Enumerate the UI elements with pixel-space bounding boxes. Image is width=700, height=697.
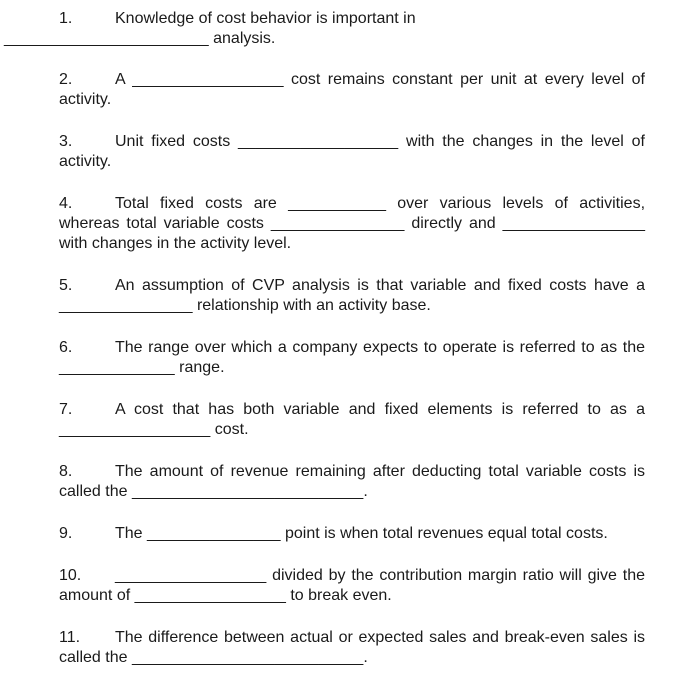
question-5 [59, 276, 645, 316]
question-number: 3. [59, 133, 73, 150]
question-text: . [363, 649, 368, 666]
answer-blank[interactable]: _______________________ [4, 30, 209, 47]
question-text: directly and [411, 215, 496, 232]
question-4 [59, 194, 645, 254]
question-text: divided by the contribution margin ratio will give the amount of [59, 567, 645, 604]
question-text: cost remains constant per unit at every level of activity. [59, 71, 645, 108]
question-2 [59, 70, 645, 110]
question-text: The amount of revenue remaining after deducting total variable costs is called the [59, 463, 645, 500]
answer-blank[interactable]: _______________ [59, 297, 193, 314]
answer-blank[interactable]: _____________ [59, 359, 175, 376]
answer-blank[interactable]: ________________ [502, 215, 645, 232]
question-text: to break even. [290, 587, 392, 604]
question-number: 6. [59, 339, 73, 356]
question-text: The [115, 525, 143, 542]
answer-blank[interactable]: __________________ [238, 133, 399, 150]
question-text: range. [179, 359, 225, 376]
question-9 [59, 524, 645, 544]
question-text: point is when total revenues equal total costs. [284, 525, 608, 542]
answer-blank[interactable]: _________________ [115, 567, 267, 584]
answer-blank[interactable]: __________________________ [131, 649, 364, 666]
question-10 [59, 566, 645, 606]
question-text: with changes in the activity level. [59, 235, 292, 252]
question-number: 2. [59, 71, 73, 88]
question-number: 1. [59, 10, 73, 27]
answer-blank[interactable]: _________________ [59, 421, 211, 438]
question-text: Knowledge of cost behavior is important in [115, 10, 416, 27]
answer-blank[interactable]: _________________ [132, 71, 284, 88]
question-text: cost. [214, 421, 249, 438]
question-text: Total fixed costs are [115, 195, 277, 212]
question-number: 7. [59, 401, 73, 418]
answer-blank[interactable]: _________________ [134, 587, 286, 604]
question-number: 9. [59, 525, 73, 542]
question-number: 5. [59, 277, 73, 294]
question-8 [59, 462, 645, 502]
question-text: over various levels of activities, whereas total variable costs [59, 195, 646, 232]
question-text: An assumption of CVP analysis is that variable and fixed costs have a [115, 277, 645, 294]
question-number: 10. [59, 567, 82, 584]
question-text: The range over which a company expects to operate is referred to as the [115, 339, 645, 356]
question-text: analysis. [213, 30, 276, 47]
question-number: 8. [59, 463, 73, 480]
question-number: 4. [59, 195, 73, 212]
question-text: with the changes in the level of activity. [59, 133, 645, 170]
question-text: The difference between actual or expected sales and break-even sales is called the [59, 629, 645, 666]
question-text: A [115, 71, 125, 88]
question-6 [59, 338, 645, 378]
question-text: A cost that has both variable and fixed elements is referred to as a [115, 401, 645, 418]
answer-blank[interactable]: ___________ [288, 195, 386, 212]
question-11 [59, 628, 645, 668]
answer-blank[interactable]: _______________ [270, 215, 405, 232]
question-text: Unit fixed costs [115, 133, 231, 150]
answer-blank[interactable]: _______________ [147, 525, 281, 542]
question-number: 11. [59, 629, 81, 646]
question-text: relationship with an activity base. [196, 297, 431, 314]
question-7 [59, 400, 645, 440]
question-3 [59, 132, 645, 172]
answer-blank[interactable]: __________________________ [131, 483, 364, 500]
question-text: . [363, 483, 368, 500]
